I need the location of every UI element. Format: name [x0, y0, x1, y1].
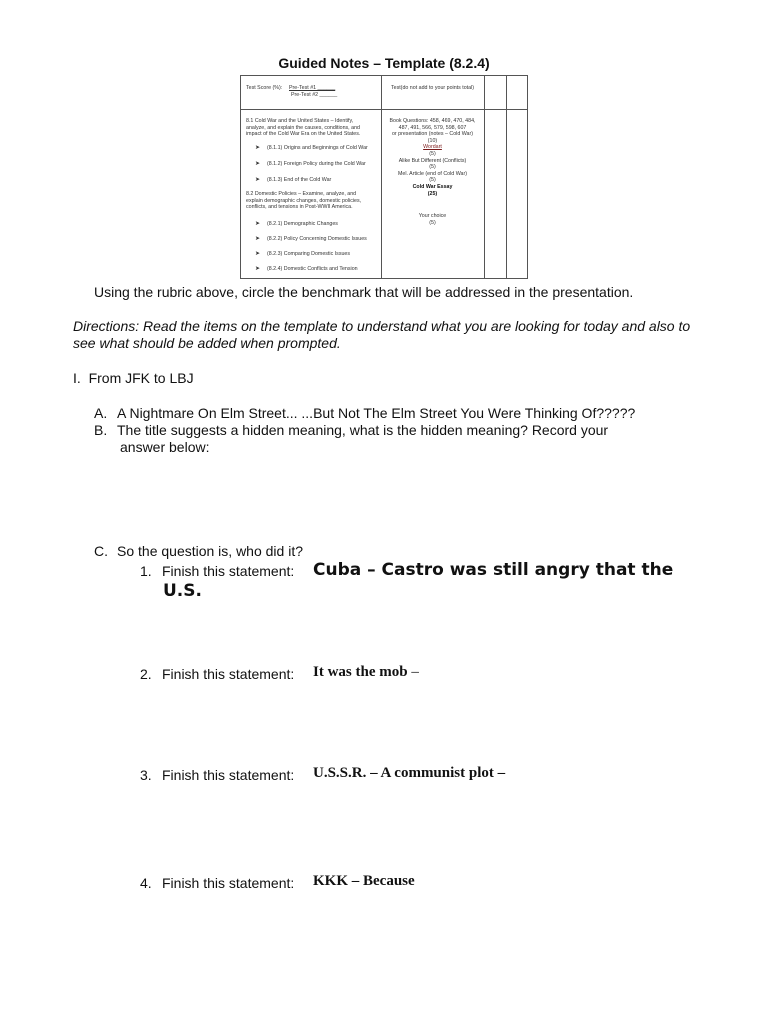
rubric-item: [255, 221, 338, 228]
outline-item-a: [94, 405, 635, 422]
statement-4: [140, 875, 294, 892]
statement-1: [140, 563, 294, 580]
statement-answer-continued: – A communist plot –: [370, 765, 506, 781]
directions: [73, 318, 703, 352]
item-letter: A.: [94, 405, 108, 421]
rubric-presentation-option: or presentation (notes – Cold War): [391, 131, 474, 138]
item-text: The title suggests a hidden meaning, what is the hidden meaning? Record your: [117, 422, 609, 438]
rubric-wordart-row: [381, 144, 484, 151]
item-text-continued: answer below:: [120, 439, 210, 455]
rubric-item-label: (8.2.3) Comparing Domestic Issues: [267, 251, 351, 257]
arrow-bullet-icon: ➤: [255, 145, 261, 151]
statement-prompt: Finish this statement:: [162, 563, 295, 579]
rubric-instruction: Using the rubric above, circle the benchmark that will be addressed in the presentation.: [94, 284, 634, 300]
document-title: Guided Notes – Template (8.2.4): [278, 55, 490, 71]
rubric-pretest-2: Pre-Test #2 ______: [291, 92, 338, 98]
statement-number: 1.: [140, 563, 152, 579]
rubric-item-label: (8.1.3) End of the Cold War: [267, 177, 332, 183]
item-text: A Nightmare On Elm Street... ...But Not The Elm Street You Were Thinking Of?????: [117, 405, 636, 421]
statement-answer: Cuba – Castro was still angry that the: [313, 560, 674, 580]
rubric-item-label: (8.1.1) Origins and Beginnings of Cold War: [267, 145, 368, 151]
rubric-item-label: (8.1.2) Foreign Policy during the Cold War: [267, 161, 366, 167]
statement-answer-dash: –: [411, 664, 419, 680]
rubric-item: [255, 145, 368, 152]
statement-answer-row: [313, 664, 419, 681]
statement-prompt: Finish this statement:: [162, 875, 295, 891]
rubric-item: [255, 161, 366, 168]
statement-number: 4.: [140, 875, 152, 891]
statement-number: 3.: [140, 767, 152, 783]
outline-item-b: [94, 422, 608, 439]
section-heading: [73, 370, 194, 387]
statement-answer: U.S.S.R.: [313, 765, 367, 781]
rubric-alike-different: Alike But Different (Conflicts): [398, 157, 467, 164]
rubric-points: (5): [429, 164, 436, 171]
statement-answer-row: [313, 765, 505, 782]
statement-answer: It was the mob: [313, 664, 408, 680]
rubric-points: (5): [429, 151, 436, 157]
arrow-bullet-icon: ➤: [255, 236, 261, 242]
arrow-bullet-icon: ➤: [255, 266, 261, 272]
outline-item-c: [94, 543, 303, 560]
section-title: From JFK to LBJ: [88, 370, 194, 386]
rubric-essay-title: Cold War Essay: [412, 184, 453, 190]
rubric-article: Mel. Article (end of Cold War): [398, 170, 467, 177]
rubric-item-label: (8.2.4) Domestic Conflicts and Tension: [267, 266, 358, 272]
statement-2: [140, 666, 294, 683]
rubric-item: [255, 251, 350, 258]
rubric-section-8-1: 8.1 Cold War and the United States – Identify, analyze, and explain the causes, conditions, and impact of the Cold War Era on the United States.: [246, 118, 361, 138]
rubric-wordart: Wordart: [423, 144, 442, 151]
statement-answer-row: [313, 873, 415, 890]
rubric-section-8-2: 8.2 Domestic Policies – Examine, analyze, and explain demographic changes, domestic policies, conflicts, and tensions in Post-WWII America.: [246, 191, 362, 211]
rubric-score-label: Test Score (%):: [246, 85, 283, 91]
directions-text: Read the items on the template to understand what you are looking for today and also to see what should be added when prompted.: [73, 318, 691, 351]
statement-prompt: Finish this statement:: [162, 767, 295, 783]
directions-label: Directions:: [73, 318, 140, 334]
statement-number: 2.: [140, 666, 152, 682]
rubric-choice-points: (5): [429, 219, 436, 226]
item-letter: C.: [94, 543, 108, 559]
rubric-item: [255, 266, 358, 273]
rubric-book-question-pages: 487, 491, 566, 579, 598, 607: [398, 124, 467, 131]
arrow-bullet-icon: ➤: [255, 161, 261, 167]
rubric-item: [255, 177, 331, 184]
statement-3: [140, 767, 294, 784]
rubric-item: [255, 236, 367, 243]
statement-answer-continued: – Because: [351, 873, 415, 889]
rubric-table: [240, 75, 528, 279]
item-text: So the question is, who did it?: [117, 543, 304, 559]
item-letter: B.: [94, 422, 108, 438]
arrow-bullet-icon: ➤: [255, 177, 261, 183]
rubric-divider: [506, 76, 507, 278]
rubric-item-label: (8.2.2) Policy Concerning Domestic Issues: [267, 236, 367, 242]
arrow-bullet-icon: ➤: [255, 221, 261, 227]
rubric-divider: [484, 76, 485, 278]
statement-prompt: Finish this statement:: [162, 666, 295, 682]
rubric-points: (5): [429, 177, 436, 184]
statement-answer-continued: U.S.: [163, 581, 202, 601]
rubric-essay-points: (25): [427, 190, 438, 197]
statement-answer: KKK: [313, 873, 349, 889]
section-number: I.: [73, 370, 81, 386]
arrow-bullet-icon: ➤: [255, 251, 261, 257]
rubric-row-divider: [241, 109, 527, 110]
rubric-pretest-1: Pre-Test #1 ______: [289, 85, 336, 91]
rubric-item-label: (8.2.1) Demographic Changes: [267, 221, 338, 227]
rubric-test-note: Test(do not add to your points total): [390, 85, 475, 91]
rubric-choice-title: Your choice: [418, 213, 447, 219]
rubric-points: (10): [427, 137, 438, 144]
rubric-book-questions: Book Questions: 458, 469, 470, 484,: [389, 118, 476, 124]
